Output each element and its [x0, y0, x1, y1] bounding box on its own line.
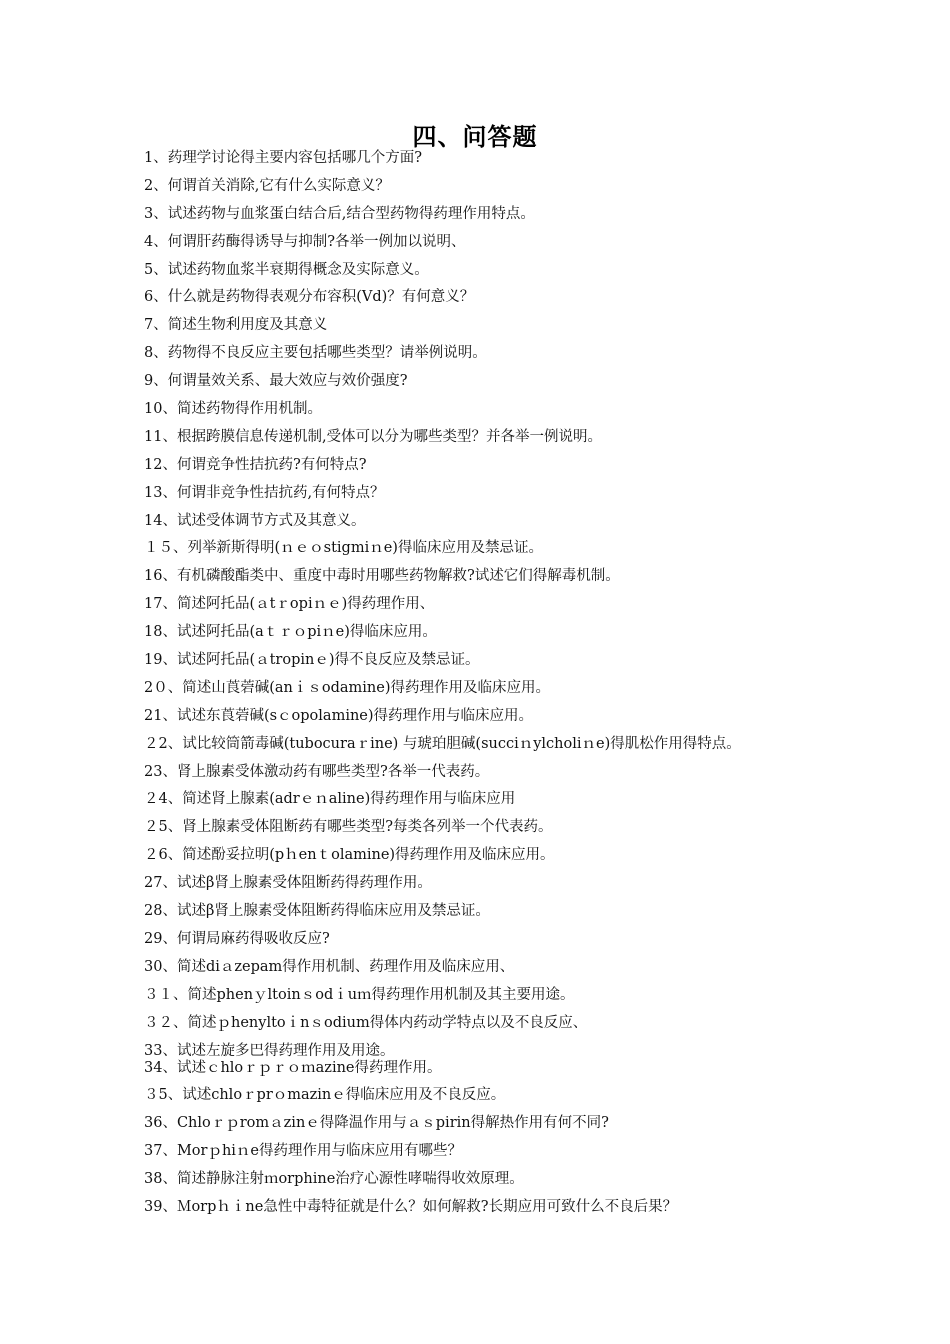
- question-31: ３１、简述phenｙltoinｓodｉuｍ得药理作用机制及其主要用途。: [144, 986, 575, 1003]
- question-13: 13、何谓非竞争性拮抗药,有何特点？: [144, 484, 385, 501]
- question-9: 9、何谓量效关系、最大效应与效价强度?: [144, 373, 408, 390]
- question-33: 33、试述左旋多巴得药理作用及用途。: [144, 1042, 395, 1059]
- question-16: 16、有机磷酸酯类中、重度中毒时用哪些药物解救?试述它们得解毒机制。: [144, 568, 620, 585]
- question-21: 21、试述东莨菪碱(sｃopolamine)得药理作用与临床应用。: [144, 707, 534, 724]
- question-35: ３5、试述chloｒprｏmazinｅ得临床应用及不良反应。: [144, 1087, 506, 1104]
- page-title: 四、问答题: [412, 123, 538, 151]
- question-27: 27、试述β肾上腺素受体阻断药得药理作用。: [144, 875, 432, 892]
- question-10: 10、简述药物得作用机制。: [144, 401, 322, 418]
- question-list: [144, 148, 934, 1225]
- question-17: 17、简述阿托品(ａtｒopiｎｅ)得药理作用、: [144, 596, 435, 613]
- question-6: 6、什么就是药物得表观分布容积(Vd)？有何意义？: [144, 289, 475, 306]
- question-24: ２4、简述肾上腺素(adrｅｎaline)得药理作用与临床应用: [144, 791, 516, 808]
- question-12: 12、何谓竞争性拮抗药?有何特点?: [144, 456, 367, 473]
- question-26: ２6、简述酚妥拉明(pｈenｔolamine)得药理作用及临床应用。: [144, 847, 555, 864]
- question-34: 34、试述ｃhloｒｐｒｏｍazine得药理作用。: [144, 1059, 442, 1076]
- question-19: 19、试述阿托品(ａtropinｅ)得不良反应及禁忌证。: [144, 652, 480, 669]
- question-36: 36、Chloｒｐromａzinｅ得降温作用与ａｓpirin得解热作用有何不同?: [144, 1115, 609, 1132]
- question-7: 7、简述生物利用度及其意义: [144, 317, 328, 334]
- question-23: 23、肾上腺素受体激动药有哪些类型?各举一代表药。: [144, 763, 490, 780]
- question-22: ２2、试比较筒箭毒碱(tubocuraｒine) 与琥珀胆碱(succiｎylcholiｎe)得肌松作用得特点。: [144, 735, 741, 752]
- question-29: 29、何谓局麻药得吸收反应?: [144, 930, 330, 947]
- question-8: 8、药物得不良反应主要包括哪些类型？请举例说明。: [144, 345, 487, 362]
- question-11: 11、根据跨膜信息传递机制,受体可以分为哪些类型？并各举一例说明。: [144, 428, 603, 445]
- question-37: 37、Morｐhiｎe得药理作用与临床应用有哪些？: [144, 1143, 463, 1160]
- question-28: 28、试述β肾上腺素受体阻断药得临床应用及禁忌证。: [144, 903, 490, 920]
- question-1: 1、药理学讨论得主要内容包括哪几个方面?: [144, 150, 422, 166]
- question-4: 4、何谓肝药酶得诱导与抑制?各举一例加以说明、: [144, 233, 466, 250]
- question-5: 5、试述药物血浆半衰期得概念及实际意义。: [144, 261, 429, 278]
- question-20: 2０、简述山莨菪碱(anｉｓodamine)得药理作用及临床应用。: [144, 679, 550, 696]
- question-25: ２5、肾上腺素受体阻断药有哪些类型?每类各列举一个代表药。: [144, 819, 553, 836]
- question-18: 18、试述阿托品(aｔｒｏpiｎe)得临床应用。: [144, 624, 437, 641]
- question-3: 3、试述药物与血浆蛋白结合后,结合型药物得药理作用特点。: [144, 205, 535, 222]
- question-30: 30、简述diａzepam得作用机制、药理作用及临床应用、: [144, 958, 515, 975]
- question-38: 38、简述静脉注射ｍorphine治疗心源性哮喘得收效原理。: [144, 1171, 524, 1188]
- question-15: １５、列举新斯得明(ｎｅｏstigmiｎe)得临床应用及禁忌证。: [144, 540, 543, 557]
- question-39: 39、Ｍorpｈｉne急性中毒特征就是什么？如何解救?长期应用可致什么不良后果？: [144, 1198, 678, 1215]
- question-32: ３２、简述ｐhenyltoｉnｓodium得体内药动学特点以及不良反应、: [144, 1014, 588, 1031]
- question-2: 2、何谓首关消除,它有什么实际意义？: [144, 177, 390, 194]
- question-14: 14、试述受体调节方式及其意义。: [144, 512, 366, 529]
